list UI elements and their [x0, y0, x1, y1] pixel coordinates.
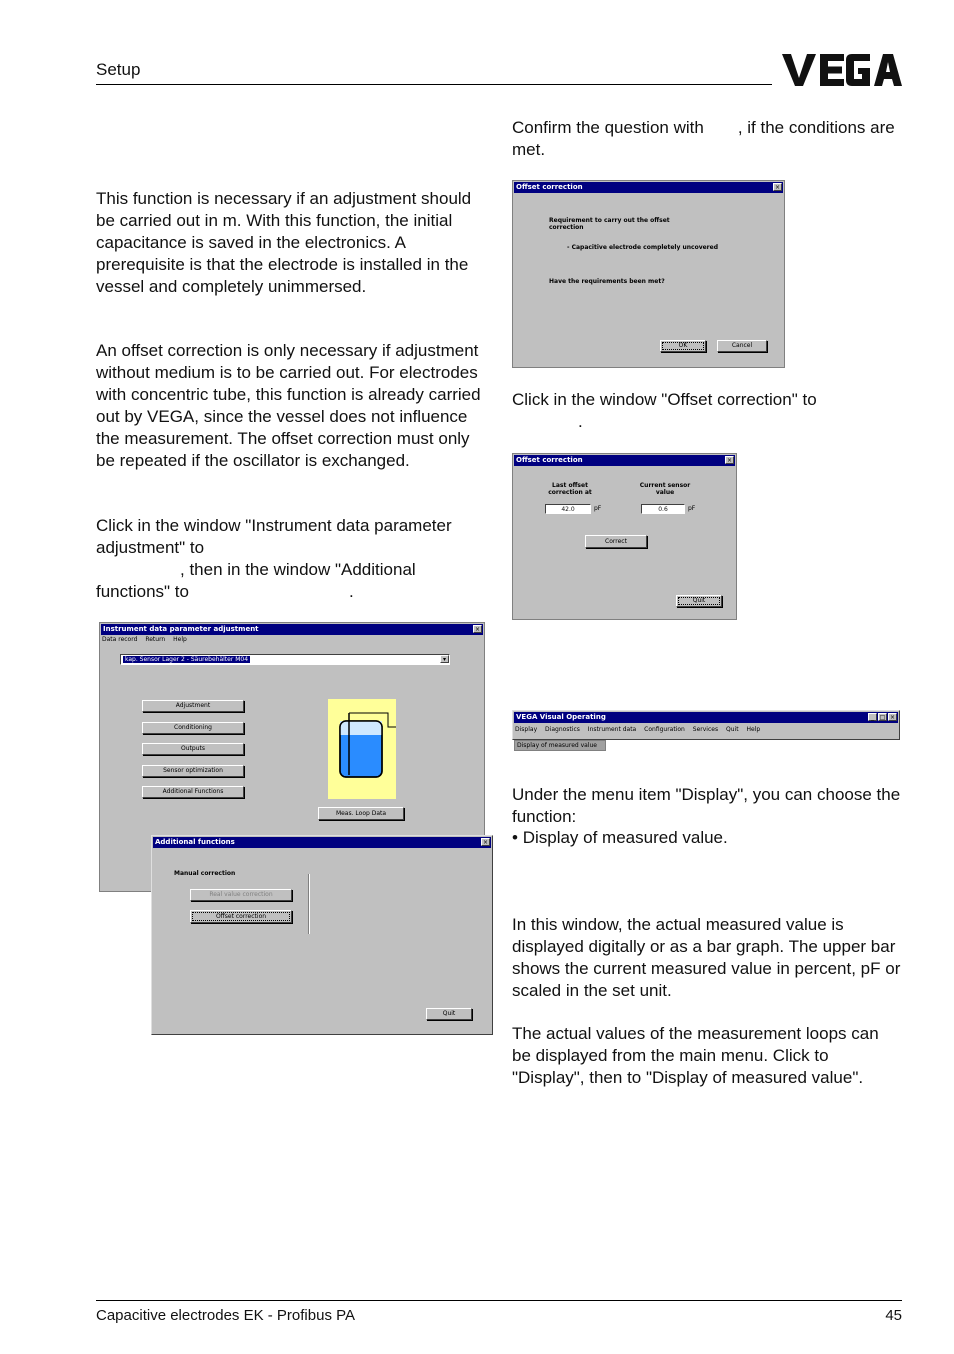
correct-button[interactable]: Correct — [585, 535, 647, 548]
vvo-titlebar: VEGA Visual Operating _ □ × — [514, 712, 898, 723]
footer-rule — [96, 1300, 902, 1301]
menu-configuration[interactable]: Configuration — [644, 726, 685, 733]
real-value-correction-button[interactable]: Real value correction — [190, 889, 292, 901]
requirement-text: Requirement to carry out the offset correction — [549, 217, 670, 231]
current-sensor-unit: pF — [688, 505, 696, 512]
minimize-icon[interactable]: _ — [868, 713, 877, 721]
current-sensor-value: 0.6 — [641, 504, 685, 514]
close-icon[interactable]: × — [482, 839, 489, 846]
close-icon[interactable]: × — [726, 457, 733, 464]
menu-quit[interactable]: Quit — [726, 726, 739, 733]
chevron-down-icon[interactable]: ▾ — [440, 655, 449, 663]
quit-button[interactable]: Quit — [426, 1008, 472, 1020]
adjustment-button[interactable]: Adjustment — [142, 700, 244, 712]
menu-data-record[interactable]: Data record — [102, 636, 138, 643]
section-title: Setup — [96, 60, 141, 79]
instrument-window-titlebar: Instrument data parameter adjustment × — [101, 624, 483, 635]
menu-services[interactable]: Services — [692, 726, 719, 733]
vessel-icon — [328, 699, 396, 799]
menu-instrument-data[interactable]: Instrument data — [587, 726, 637, 733]
menu-display[interactable]: Display — [515, 726, 538, 733]
cancel-button[interactable]: Cancel — [717, 340, 767, 352]
footer-document-title: Capacitive electrodes EK - Profibus PA — [96, 1307, 356, 1324]
confirm-dialog-titlebar: Offset correction × — [514, 182, 783, 193]
meas-loop-data-button[interactable]: Meas. Loop Data — [318, 807, 404, 820]
instrument-menu-bar — [102, 636, 193, 643]
outputs-button[interactable]: Outputs — [142, 743, 244, 755]
menu-help[interactable]: Help — [173, 636, 187, 643]
conditioning-button[interactable]: Conditioning — [142, 722, 244, 734]
additional-functions-button[interactable]: Additional Functions — [142, 786, 244, 798]
additional-window-titlebar: Additional functions × — [153, 837, 491, 848]
header-rule — [96, 84, 772, 85]
click-offset-paragraph: Click in the window "Offset correction" to . — [512, 390, 817, 431]
last-offset-value: 42.0 — [545, 504, 591, 514]
quit-button[interactable]: Quit — [676, 595, 722, 607]
offset-correction-dialog — [512, 453, 737, 620]
offset-confirm-dialog — [512, 180, 785, 368]
last-offset-label: Last offset correction at — [548, 482, 592, 496]
bullet-item: • Display of measured value. — [512, 828, 728, 847]
offset-paragraph: An offset correction is only necessary if adjustment without medium is to be carried out. For electrodes with concentric tube, this function is already carried out by VEGA, since the vessel does not influence the measurement. The offset correction must only be repeated if the oscillator is exchanged. — [96, 341, 481, 470]
intro-paragraph: This function is necessary if an adjustment should be carried out in m. With this function, the initial capacitance is saved in the electronics. A prerequisite is that the electrode is installed in the vessel and completely unimmersed. — [96, 189, 472, 296]
additional-functions-window — [151, 835, 493, 1035]
vega-logo — [782, 50, 902, 88]
main-menu-paragraph: The actual values of the measurement loops can be displayed from the main menu. Click to "Display", then to "Display of measured value". — [512, 1024, 879, 1087]
close-icon[interactable]: × — [474, 626, 481, 633]
confirm-paragraph: Confirm the question with , if the conditions are met. — [512, 118, 895, 159]
page-number: 45 — [885, 1307, 902, 1324]
menu-help[interactable]: Help — [746, 726, 761, 733]
menu-return[interactable]: Return — [145, 636, 166, 643]
display-menu-paragraph: Under the menu item "Display", you can choose the function: — [512, 785, 901, 826]
vvo-menu-bar — [515, 726, 766, 733]
menu-diagnostics[interactable]: Diagnostics — [545, 726, 580, 733]
offset-correction-button[interactable]: Offset correction — [190, 910, 292, 923]
group-divider — [308, 874, 310, 934]
manual-correction-label: Manual correction — [174, 870, 236, 877]
window-description-paragraph: In this window, the actual measured value is displayed digitally or as a bar graph. The upper bar shows the current measured value in percent, pF or scaled in the set unit. — [512, 915, 901, 1000]
maximize-icon[interactable]: □ — [879, 714, 886, 721]
close-icon[interactable]: × — [889, 714, 896, 721]
vvo-main-window — [512, 710, 900, 740]
offset-dialog-titlebar: Offset correction × — [514, 455, 735, 466]
sensor-optimization-button[interactable]: Sensor optimization — [142, 765, 244, 777]
close-icon[interactable]: × — [774, 184, 781, 191]
last-offset-unit: pF — [594, 505, 602, 512]
current-sensor-label: Current sensor value — [639, 482, 691, 496]
requirement-question: Have the requirements been met? — [549, 278, 665, 285]
requirement-item: - Capacitive electrode completely uncovered — [567, 244, 719, 251]
ok-button[interactable]: OK — [660, 340, 706, 352]
sensor-select[interactable]: kap. Sensor Lager 2 - Säurebehälter M04 ▾ — [120, 654, 450, 665]
display-measured-value-menu-item[interactable]: Display of measured value — [514, 740, 606, 751]
click-instructions: Click in the window "Instrument data parameter adjustment" to , then in the window "Additional functions" to . — [96, 516, 452, 601]
